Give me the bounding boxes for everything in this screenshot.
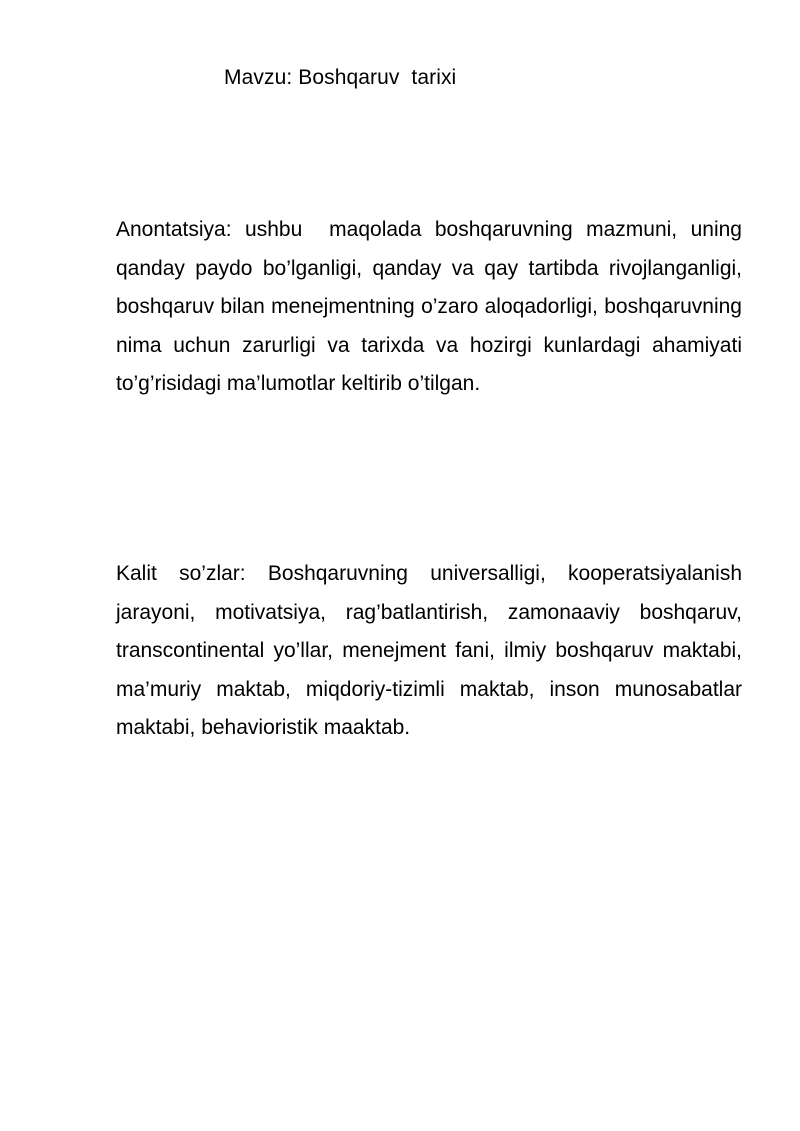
keywords-paragraph: Kalit so’zlar: Boshqaruvning universalligi, kooperatsiyalanish jarayoni, motivatsiya, rag’batlantirish, zamonaaviy boshqaruv, transcontinental yo’llar, menejment fani, ilmiy boshqaruv maktabi, ma’muriy maktab, miqdoriy-tizimli maktab, inson munosabatlar maktabi, behavioristik maaktab. — [116, 562, 748, 739]
document-title: Mavzu: Boshqaruv tarixi — [224, 66, 457, 89]
abstract-paragraph: Anontatsiya: ushbu maqolada boshqaruvning mazmuni, uning qanday paydo bo’lganligi, qanday va qay tartibda rivojlanganligi, boshqaruv bilan menejmentning o’zaro aloqadorligi, boshqaruvning nima uchun zarurligi va tarixda va hozirgi kunlardagi ahamiyati to’g’risidagi ma’lumotlar keltirib o’tilgan. — [116, 218, 748, 395]
